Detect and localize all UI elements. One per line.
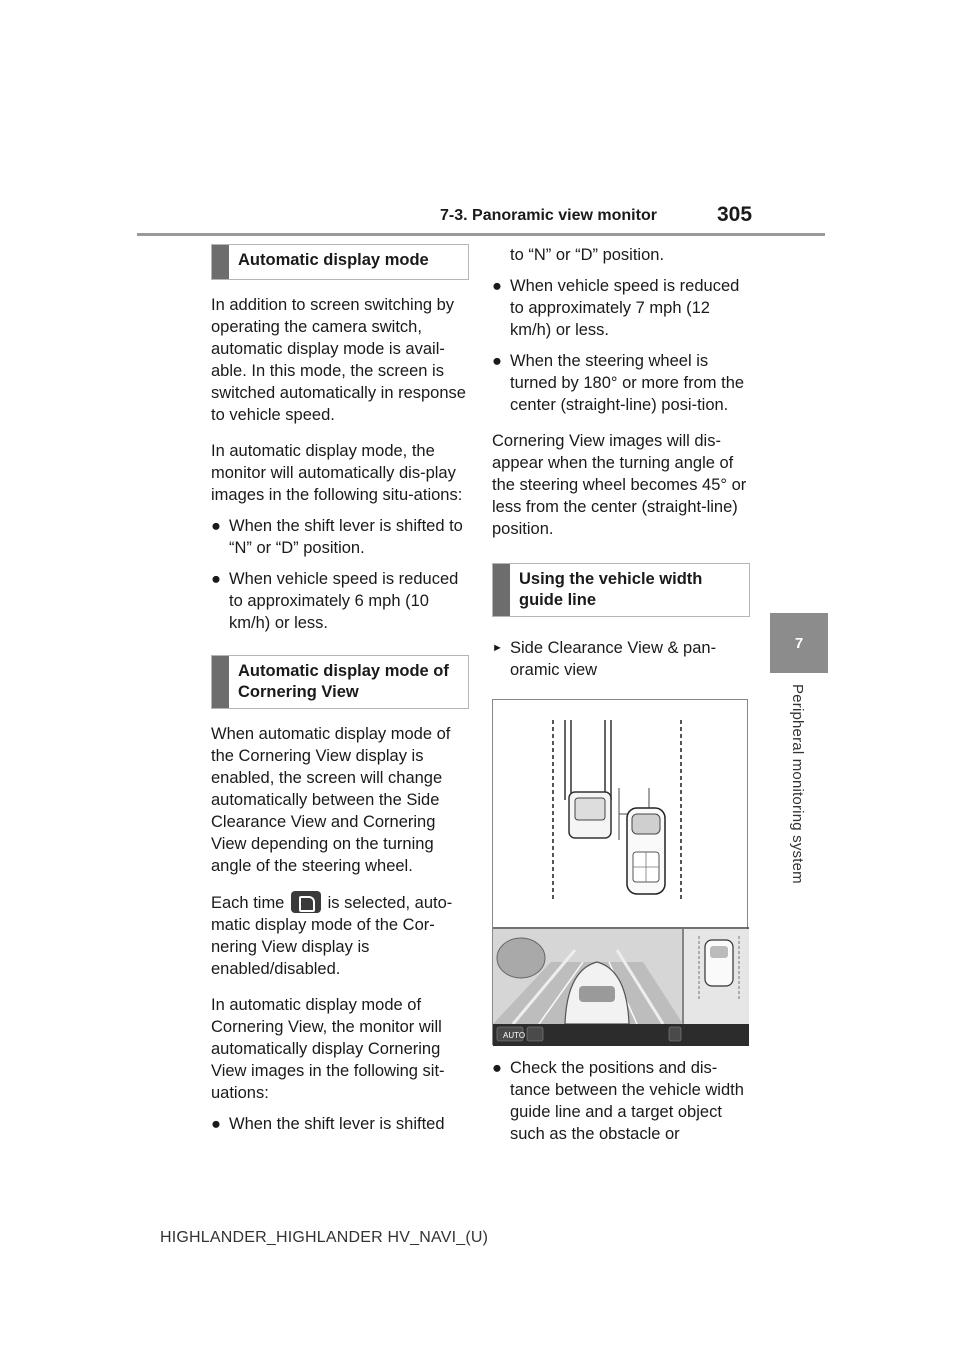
bullet-continuation: to “N” or “D” position. [510,246,665,264]
bullet-text: When vehicle speed is reduced to approximately 7 mph (12 km/h) or less. [510,277,740,339]
bullet-mark: ● [492,352,502,370]
paragraph-with-icon [211,891,469,980]
paragraph: When automatic display mode of the Cornering View display is enabled, the screen will change automatically between the Side Clearance View and Cornering View depending on the turning angle of the steering wheel. [211,725,451,875]
bullet-mark: ● [211,517,221,535]
bullet-text: When the shift lever is shifted [229,1115,445,1133]
left-column [211,244,469,1135]
chapter-tab [770,613,828,673]
paragraph: Cornering View images will dis-appear when the turning angle of the steering wheel becomes 45° or less from the center (straight-line) position. [492,432,747,538]
panoramic-view-panel [493,929,749,1046]
header-rule [137,233,825,236]
panoramic-view-figure [492,699,748,1045]
bullet-text: When the shift lever is shifted to “N” or “D” position. [229,517,463,557]
section-title: 7-3. Panoramic view monitor [440,207,657,224]
heading-cornering-view-mode [211,655,469,709]
side-clearance-view [553,720,681,900]
bullet-mark: ● [492,1059,502,1077]
auto-label: AUTO [503,1031,526,1040]
bullet-mark: ● [211,570,221,588]
right-column [492,244,750,1145]
paragraph-text: Each time [211,894,285,912]
arrow-item [492,637,750,681]
paragraph: In automatic display mode, the monitor will automatically dis-play images in the following situ-ations: [211,442,463,504]
bullet-item [211,568,469,634]
arrow-item-text: Side Clearance View & pan-oramic view [510,639,717,679]
page-number: 305 [717,203,753,226]
footer-text: HIGHLANDER_HIGHLANDER HV_NAVI_(U) [160,1229,489,1246]
bullet-item [211,1113,469,1135]
heading-automatic-display-mode [211,244,469,280]
heading-bar [493,564,510,616]
heading-text: Automatic display mode of Cornering View [238,662,449,701]
paragraph: In addition to screen switching by operating the camera switch, automatic display mode is avail-able. In this mode, the screen is switched automatically in response to vehicle speed. [211,296,466,424]
bullet-text: Check the positions and dis-tance between the vehicle width guide line and a target object such as the obstacle or [510,1059,744,1143]
heading-text: Using the vehicle width guide line [519,570,703,609]
bullet-item [492,1057,750,1145]
bullet-mark: ● [211,1115,221,1133]
heading-bar [212,245,229,279]
bullet-text: When vehicle speed is reduced to approximately 6 mph (10 km/h) or less. [229,570,459,632]
cornering-view-switch-icon [291,891,321,913]
bullet-item [211,515,469,559]
chapter-side-label: Peripheral monitoring system [789,684,806,884]
heading-vehicle-width-guide-line [492,563,750,617]
heading-text: Automatic display mode [238,251,429,269]
arrow-mark: ► [492,642,503,654]
bullet-item [492,275,750,341]
bullet-item [492,350,750,416]
paragraph: In automatic display mode of Cornering View, the monitor will automatically display Cornering View images in the following sit-uations: [211,996,445,1102]
bullet-mark: ● [492,277,502,295]
panoramic-view-illustration [493,700,749,1046]
heading-bar [212,656,229,708]
paragraph-text: is selected, auto-matic display mode of the Cor-nering View display is enabled/disabled. [211,894,453,978]
bullet-text: When the steering wheel is turned by 180° or more from the center (straight-line) posi-tion. [510,352,745,414]
chapter-number: 7 [794,634,804,652]
